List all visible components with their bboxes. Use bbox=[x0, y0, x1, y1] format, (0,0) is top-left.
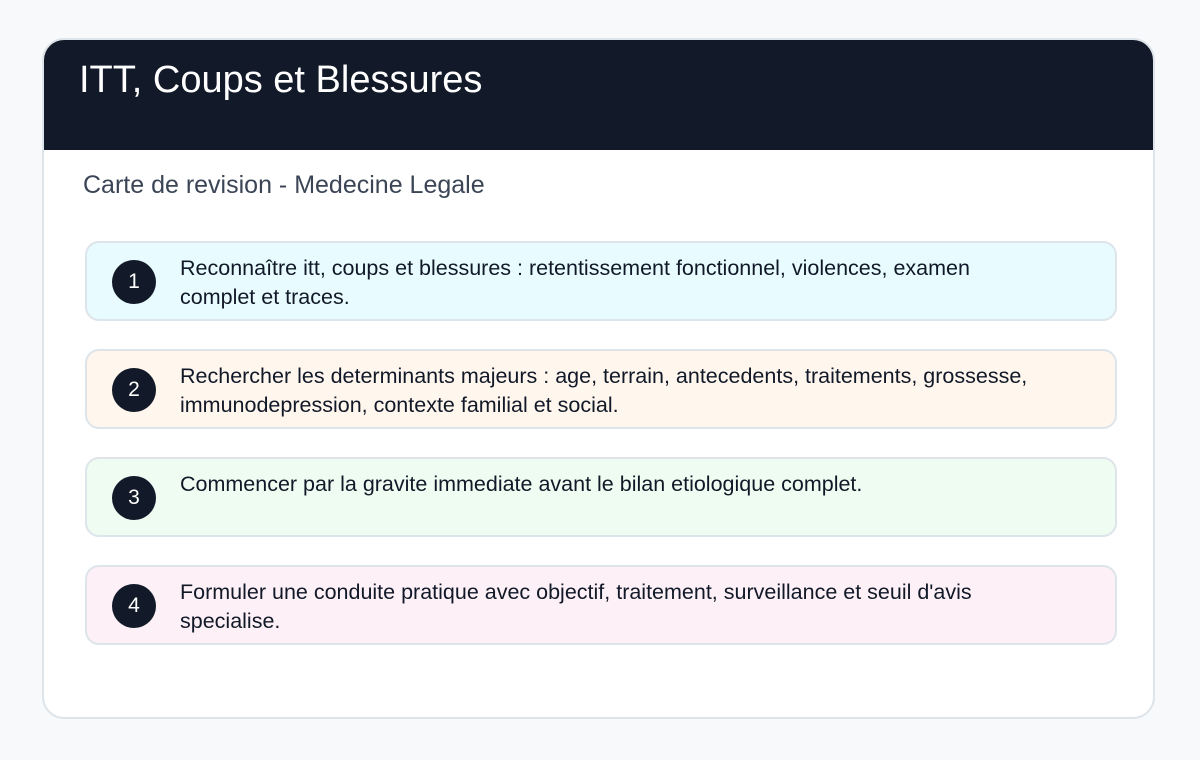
revision-point-4 bbox=[85, 565, 1117, 645]
revision-point-2 bbox=[85, 349, 1117, 429]
card-header bbox=[42, 38, 1155, 150]
point-number-badge: 1 bbox=[112, 260, 156, 304]
point-text: Rechercher les determinants majeurs : age, terrain, antecedents, traitements, grossesse, immunodepression, contexte familial et social. bbox=[180, 364, 1028, 417]
point-text: Reconnaître itt, coups et blessures : retentissement fonctionnel, violences, examen complet et traces. bbox=[180, 256, 970, 309]
point-text: Commencer par la gravite immediate avant le bilan etiologique complet. bbox=[180, 472, 863, 496]
revision-points-list bbox=[85, 241, 1117, 673]
point-number-badge: 4 bbox=[112, 584, 156, 628]
revision-card bbox=[42, 38, 1155, 719]
point-number-badge: 2 bbox=[112, 368, 156, 412]
revision-point-1 bbox=[85, 241, 1117, 321]
card-title: ITT, Coups et Blessures bbox=[79, 59, 483, 101]
point-number-badge: 3 bbox=[112, 476, 156, 520]
revision-point-3 bbox=[85, 457, 1117, 537]
card-subtitle: Carte de revision - Medecine Legale bbox=[83, 171, 485, 199]
point-text: Formuler une conduite pratique avec objectif, traitement, surveillance et seuil d'avis specialise. bbox=[180, 580, 972, 633]
